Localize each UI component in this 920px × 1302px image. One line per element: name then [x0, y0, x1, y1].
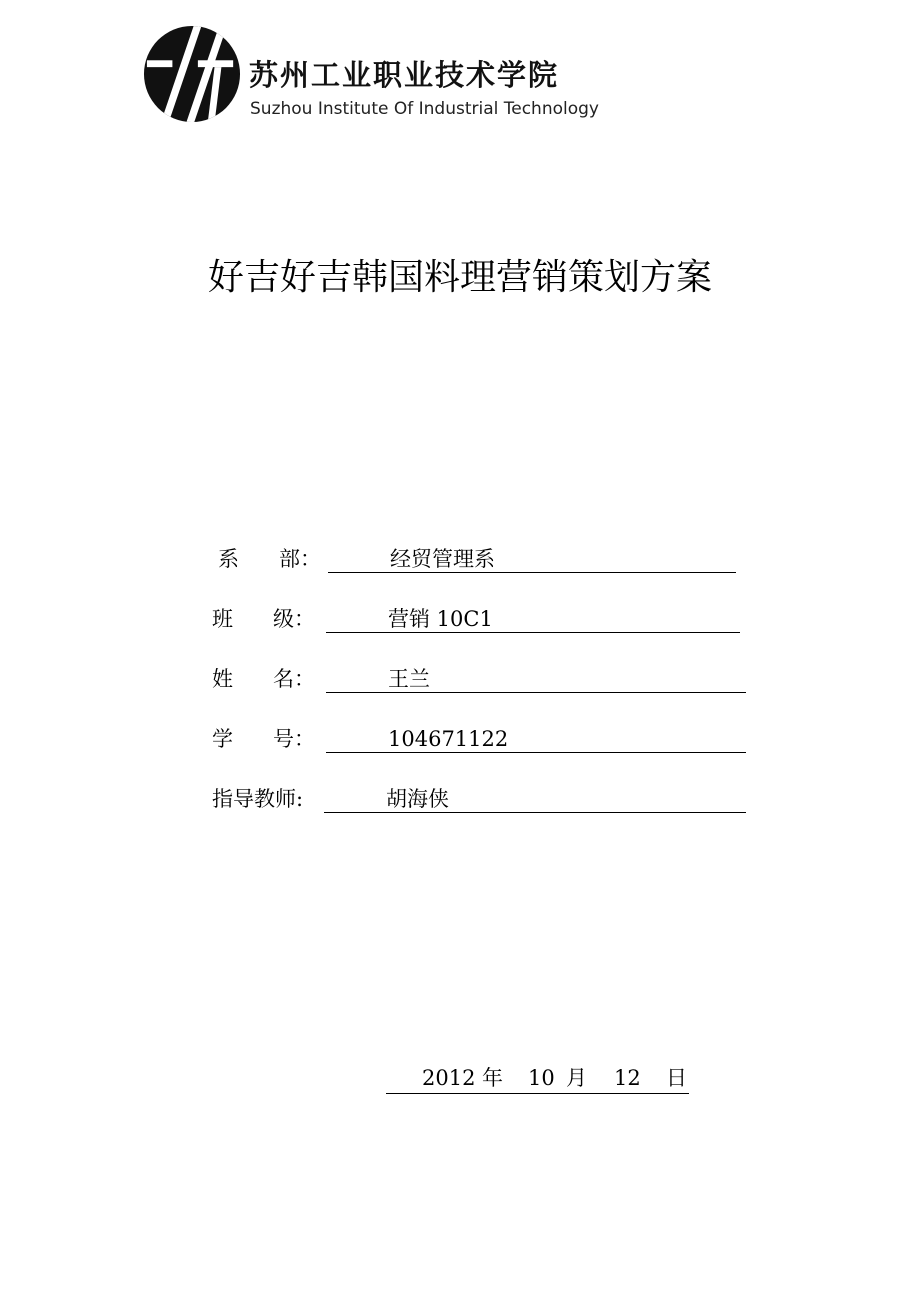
info-row-department [212, 544, 495, 574]
submission-date [386, 1063, 689, 1094]
student-id-label: 学 号 ： [212, 727, 315, 751]
advisor-value: 胡海侠 [386, 787, 449, 811]
department-label: 系 部 ： [218, 547, 321, 571]
advisor-label: 指导教师: [212, 787, 304, 811]
name-label: 姓 名 ： [212, 667, 315, 691]
department-value: 经贸管理系 [390, 547, 495, 571]
info-row-class [212, 604, 493, 634]
school-name-cn: 苏州工业职业技术学院 [249, 58, 560, 92]
info-row-student-id [212, 724, 509, 754]
class-value-field [326, 604, 740, 633]
date-day-unit: 日 [666, 1066, 687, 1090]
date-month-unit: 月 [566, 1066, 587, 1090]
school-name-en: Suzhou Institute Of Industrial Technology [250, 99, 599, 119]
school-logo [143, 25, 613, 125]
info-row-advisor [212, 784, 449, 814]
info-row-name [212, 664, 430, 694]
student-name-value: 王兰 [388, 667, 430, 691]
advisor-value-field [324, 784, 746, 813]
class-label: 班 级 ： [212, 607, 315, 631]
department-value-field [328, 544, 736, 573]
document-title: 好吉好吉韩国料理营销策划方案 [207, 257, 712, 298]
date-day: 12 [614, 1066, 641, 1090]
date-year: 2012 [422, 1066, 476, 1090]
siit-logo-icon [143, 25, 241, 123]
date-year-unit: 年 [482, 1066, 503, 1090]
date-month: 10 [528, 1066, 555, 1090]
name-value-field [326, 664, 746, 693]
student-id-value-field [326, 724, 746, 753]
class-value: 营销 10C1 [388, 607, 493, 631]
student-id-value: 104671122 [388, 727, 509, 751]
